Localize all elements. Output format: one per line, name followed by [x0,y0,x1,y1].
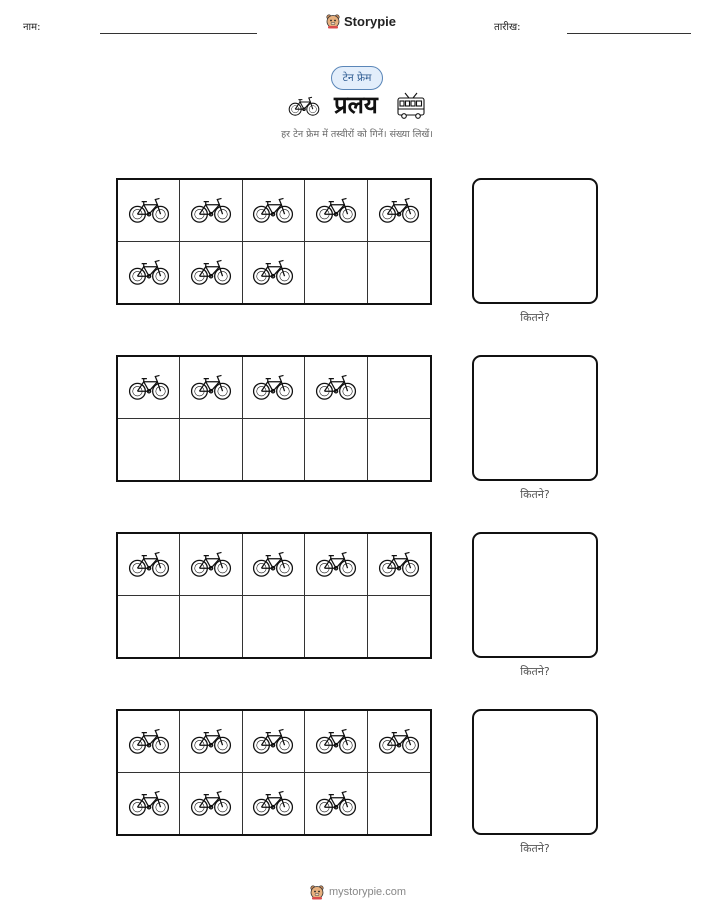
bicycle-icon [252,372,294,402]
how-many-label: कितने? [520,665,550,678]
ten-frame-cell [305,596,367,658]
ten-frame-cell [118,534,180,596]
bicycle-icon [190,257,232,287]
footer-url: mystorypie.com [329,886,407,898]
answer-box[interactable] [472,532,598,658]
ten-frame-cell [305,180,367,242]
ten-frame-cell [118,419,180,481]
ten-frame-cell [305,419,367,481]
ten-frame-cell [243,419,305,481]
ten-frame-cell [180,242,242,304]
ten-frame-cell [243,180,305,242]
bicycle-icon [128,788,170,818]
answer-box[interactable] [472,709,598,835]
brand-name: Storypie [344,13,397,29]
ten-frame-cell [118,357,180,419]
ten-frame-cell [118,711,180,773]
ten-frame-cell [368,596,430,658]
bicycle-icon [315,372,357,402]
bicycle-icon [378,726,420,756]
bicycle-icon [315,195,357,225]
ten-frame-cell [118,773,180,835]
bicycle-icon [252,195,294,225]
worksheet-title: प्रलय [334,91,378,119]
name-label: नाम: [23,22,41,33]
bicycle-icon [190,372,232,402]
ten-frame-cell [368,242,430,304]
ten-frame [116,709,432,836]
ten-frame-cell [368,534,430,596]
ten-frame-cell [305,357,367,419]
how-many-label: कितने? [520,311,550,324]
storypie-mascot-icon [309,884,325,900]
bicycle-icon [252,788,294,818]
ten-frame-cell [180,773,242,835]
how-many-label: कितने? [520,488,550,501]
ten-frame-cell [118,180,180,242]
ten-frame-cell [180,711,242,773]
ten-frame-cell [118,596,180,658]
storypie-mascot-icon [325,13,341,29]
ten-frame-cell [180,357,242,419]
ten-frame-cell [305,711,367,773]
ten-frame-cell [180,180,242,242]
bicycle-icon [128,372,170,402]
ten-frame-cell [368,711,430,773]
ten-frame [116,532,432,659]
answer-box[interactable] [472,355,598,481]
worksheet-type-badge: टेन फ्रेम [331,66,383,90]
ten-frame-cell [243,357,305,419]
bicycle-icon [252,549,294,579]
answer-box[interactable] [472,178,598,304]
how-many-label: कितने? [520,842,550,855]
ten-frame-cell [243,711,305,773]
ten-frame-cell [368,773,430,835]
bicycle-icon [378,195,420,225]
ten-frame-cell [305,242,367,304]
bicycle-icon [190,549,232,579]
ten-frame [116,178,432,305]
bicycle-icon [128,726,170,756]
instructions-text: हर टेन फ्रेम में तस्वीरों को गिनें। संख्या लिखें। [281,129,433,140]
bicycle-icon [128,195,170,225]
bicycle-icon [315,549,357,579]
bicycle-icon [128,257,170,287]
ten-frame-cell [243,596,305,658]
ten-frame-cell [243,773,305,835]
ten-frame-cell [368,180,430,242]
ten-frame-cell [368,357,430,419]
trolley-bus-icon [396,92,426,120]
ten-frame-cell [180,419,242,481]
bicycle-icon [378,549,420,579]
name-field-line[interactable] [100,33,257,34]
date-label: तारीख: [494,22,521,33]
bicycle-icon [288,95,320,117]
ten-frame-cell [180,596,242,658]
footer [309,884,406,900]
bicycle-icon [190,788,232,818]
bicycle-icon [315,788,357,818]
ten-frame-cell [368,419,430,481]
bicycle-icon [190,726,232,756]
bicycle-icon [190,195,232,225]
ten-frame-cell [118,242,180,304]
ten-frame-cell [305,773,367,835]
ten-frame-cell [305,534,367,596]
ten-frame-cell [180,534,242,596]
date-field-line[interactable] [567,33,691,34]
bicycle-icon [252,257,294,287]
brand-logo [325,13,396,29]
bicycle-icon [315,726,357,756]
ten-frame [116,355,432,482]
ten-frame-cell [243,242,305,304]
bicycle-icon [128,549,170,579]
ten-frame-cell [243,534,305,596]
bicycle-icon [252,726,294,756]
